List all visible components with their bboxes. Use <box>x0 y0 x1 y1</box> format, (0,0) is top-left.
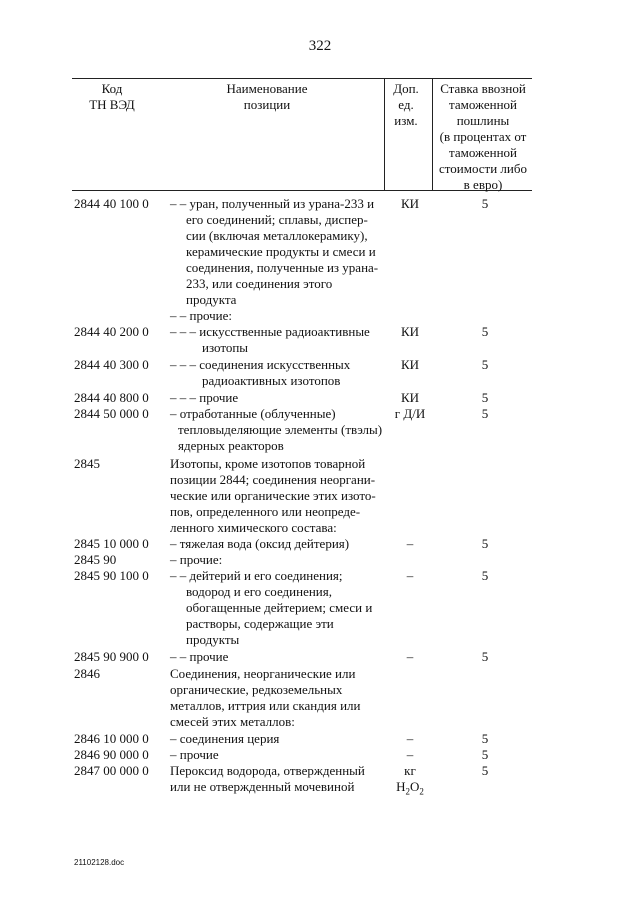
row-code: 2845 90 100 0 <box>74 568 149 583</box>
header-code: Код ТН ВЭД <box>89 81 135 112</box>
row-rate: 5 <box>481 536 489 551</box>
row-code: 2845 90 900 0 <box>74 649 149 664</box>
row-code: 2845 90 <box>74 552 117 567</box>
row-unit: – <box>406 649 414 664</box>
row-name: – тяжелая вода (оксид дейтерия) <box>170 536 350 551</box>
row-rate: 5 <box>481 406 489 421</box>
row-name: – – – прочие <box>170 390 239 405</box>
row-rate: 5 <box>481 324 489 339</box>
page-number: 322 <box>308 38 332 54</box>
row-name: – прочие <box>170 747 219 762</box>
row-name: Соединения, неорганические или органические, редкоземельных металлов, иттрия или скандия или смесей этих металлов: <box>170 666 361 729</box>
row-name: – – – соединения искусственных радиоактивных изотопов <box>170 357 351 388</box>
row-rate: 5 <box>481 357 489 372</box>
row-rate: 5 <box>481 763 489 778</box>
row-code: 2847 00 000 0 <box>74 763 149 778</box>
row-rate: 5 <box>481 649 489 664</box>
row-code: 2845 10 000 0 <box>74 536 149 551</box>
row-rate: 5 <box>481 568 489 583</box>
row-name: – соединения церия <box>170 731 280 746</box>
row-unit: КИ <box>400 390 420 405</box>
row-name: – – – искусственные радиоактивные изотопы <box>170 324 370 355</box>
row-name: Изотопы, кроме изотопов товарной позиции 2844; соединения неоргани- ческие или органические этих изото- пов, определенного или неопреде- ленного химического состава: <box>170 456 376 535</box>
row-name: – – прочие: <box>170 308 232 323</box>
h2o2-formula: $H_2O_2$ <box>396 779 424 797</box>
row-code: 2844 40 200 0 <box>74 324 149 339</box>
row-unit: КИ <box>400 357 420 372</box>
row-unit: КИ <box>400 196 420 211</box>
row-name: – – уран, полученный из урана-233 и его соединений; сплавы, диспер- сии (включая металлокерамику), керамические продукты и смеси и соединения, полученные из урана- 233, или соединения этого продукта <box>170 196 379 307</box>
row-name: – прочие: <box>170 552 223 567</box>
row-code: 2844 50 000 0 <box>74 406 149 421</box>
header-rate: Ставка ввозной таможенной пошлины (в процентах от таможенной стоимости либо в евро) <box>438 81 527 192</box>
row-name: Пероксид водорода, отвержденный или не отвержденный мочевиной <box>170 763 365 794</box>
row-unit: – <box>406 747 414 762</box>
row-unit: – <box>406 536 414 551</box>
row-unit: г Д/И <box>394 406 426 421</box>
row-code: 2846 90 000 0 <box>74 747 149 762</box>
row-rate: 5 <box>481 196 489 211</box>
row-unit: КИ <box>400 324 420 339</box>
row-name: – – прочие <box>170 649 229 664</box>
row-name: – отработанные (облученные) тепловыделяющие элементы (твэлы) ядерных реакторов <box>170 406 383 453</box>
row-name: – – дейтерий и его соединения; водород и его соединения, обогащенные дейтерием; смеси и растворы, содержащие эти продукты <box>170 568 373 647</box>
row-unit: кг $H_2O_2$ <box>388 763 432 800</box>
header-divider <box>432 79 433 190</box>
row-code: 2845 <box>74 456 100 471</box>
row-code: 2846 <box>74 666 100 681</box>
row-unit: – <box>406 568 414 583</box>
row-rate: 5 <box>481 390 489 405</box>
header-unit: Доп. ед. изм. <box>393 81 419 128</box>
table-header <box>72 78 532 191</box>
file-name-footer: 21102128.doc <box>74 858 125 867</box>
row-unit: – <box>406 731 414 746</box>
row-code: 2844 40 800 0 <box>74 390 149 405</box>
row-code: 2844 40 300 0 <box>74 357 149 372</box>
header-name: Наименование позиции <box>226 81 308 112</box>
row-code: 2844 40 100 0 <box>74 196 149 211</box>
row-rate: 5 <box>481 747 489 762</box>
row-code: 2846 10 000 0 <box>74 731 149 746</box>
row-rate: 5 <box>481 731 489 746</box>
